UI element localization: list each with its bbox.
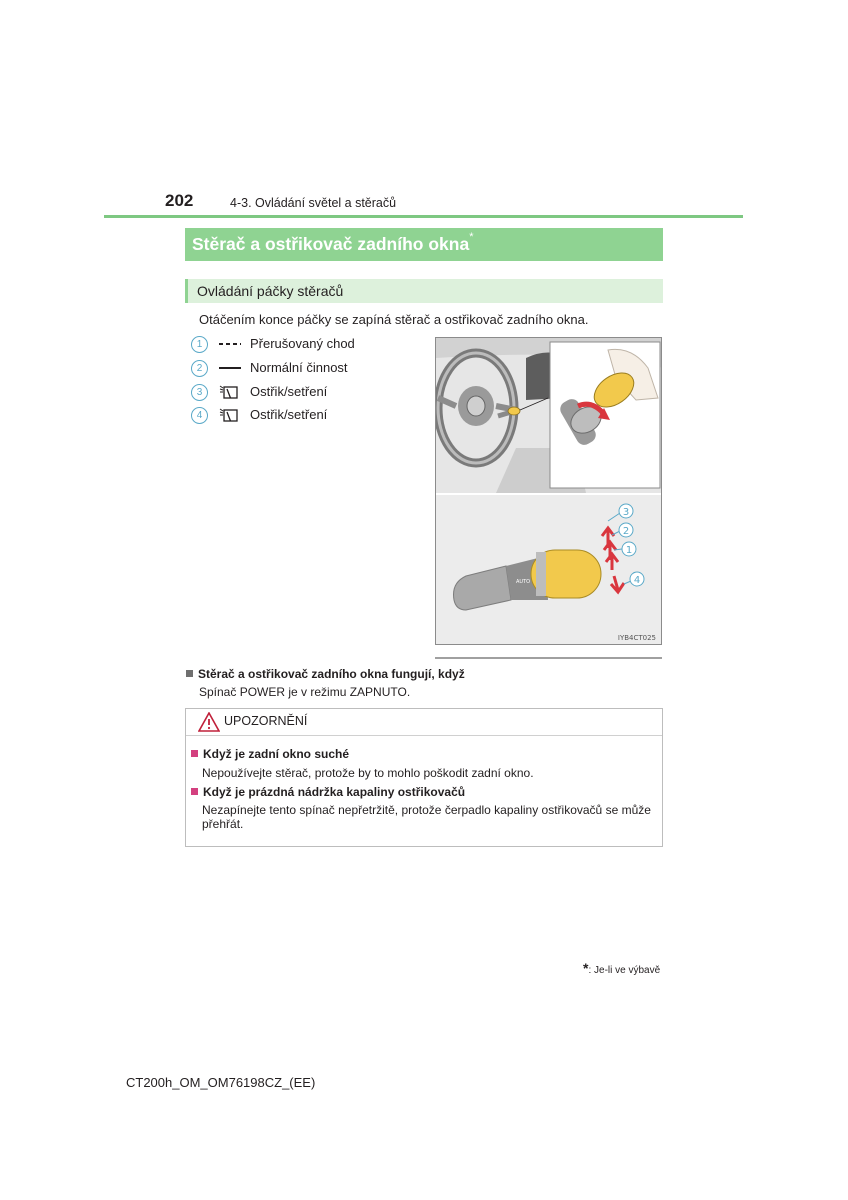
warning-title-row [186, 709, 662, 736]
warning-item-body: Nepoužívejte stěrač, protože by to mohlo poškodit zadní okno. [202, 766, 534, 780]
lever-auto-label: AUTO [516, 579, 531, 585]
header-divider [104, 215, 743, 218]
note-heading [186, 667, 465, 681]
legend-item [191, 336, 391, 356]
legend-item [191, 360, 391, 380]
illustration-svg [436, 338, 662, 645]
solid-line-icon [218, 360, 242, 377]
footnote [583, 960, 660, 976]
page-footer: CT200h_OM_OM76198CZ_(EE) [126, 1075, 316, 1090]
footnote-mark: * [583, 960, 589, 976]
figure-divider [435, 657, 662, 659]
warning-item-heading [191, 747, 349, 761]
legend-label: Normální činnost [250, 360, 348, 375]
pink-bullet-icon [191, 788, 198, 795]
pink-bullet-icon [191, 750, 198, 757]
intro-text: Otáčením konce páčky se zapíná stěrač a ostřikovač zadního okna. [199, 312, 589, 327]
subheading-bar [185, 279, 663, 303]
section-title [192, 231, 474, 255]
callout-label: 3 [622, 507, 630, 518]
legend-label: Ostřik/setření [250, 407, 328, 422]
section-title-bar [185, 228, 663, 261]
bullet-square-icon [186, 670, 193, 677]
legend-label: Ostřik/setření [250, 384, 328, 399]
title-asterisk: * [469, 231, 474, 243]
warning-triangle-icon [198, 712, 220, 732]
warning-title: UPOZORNĚNÍ [224, 714, 308, 728]
legend-label: Přerušovaný chod [250, 336, 355, 351]
section-reference: 4-3. Ovládání světel a stěračů [230, 196, 397, 210]
rear-washer-icon [218, 407, 242, 424]
warning-item-heading-text: Když je zadní okno suché [203, 747, 350, 761]
callout-number: 4 [191, 407, 208, 424]
callout-label: 2 [622, 526, 630, 537]
figure-code: IYB4CT025 [617, 634, 656, 642]
warning-item-body: Nezapínejte tento spínač nepřetržitě, protože čerpadlo kapaliny ostřikovačů se může přehřát. [202, 803, 651, 831]
legend-item [191, 407, 391, 427]
warning-item-heading-text: Když je prázdná nádržka kapaliny ostřikovačů [203, 785, 466, 799]
callout-number: 2 [191, 360, 208, 377]
warning-item-heading [191, 785, 465, 799]
callout-number: 3 [191, 384, 208, 401]
subheading: Ovládání páčky stěračů [197, 283, 344, 299]
section-title-text: Stěrač a ostřikovač zadního okna [192, 234, 470, 254]
callout-number: 1 [191, 336, 208, 353]
callout-label: 1 [625, 545, 633, 556]
legend-item [191, 384, 391, 404]
rear-washer-icon [218, 384, 242, 401]
wiper-lever-illustration [435, 337, 662, 645]
callout-label: 4 [633, 575, 641, 586]
dashed-line-icon [218, 336, 242, 353]
note-body: Spínač POWER je v režimu ZAPNUTO. [199, 685, 411, 699]
warning-box [185, 708, 663, 847]
note-heading-text: Stěrač a ostřikovač zadního okna fungují, když [198, 667, 465, 681]
footnote-text: : Je-li ve výbavě [588, 965, 661, 976]
page-number: 202 [165, 191, 194, 210]
